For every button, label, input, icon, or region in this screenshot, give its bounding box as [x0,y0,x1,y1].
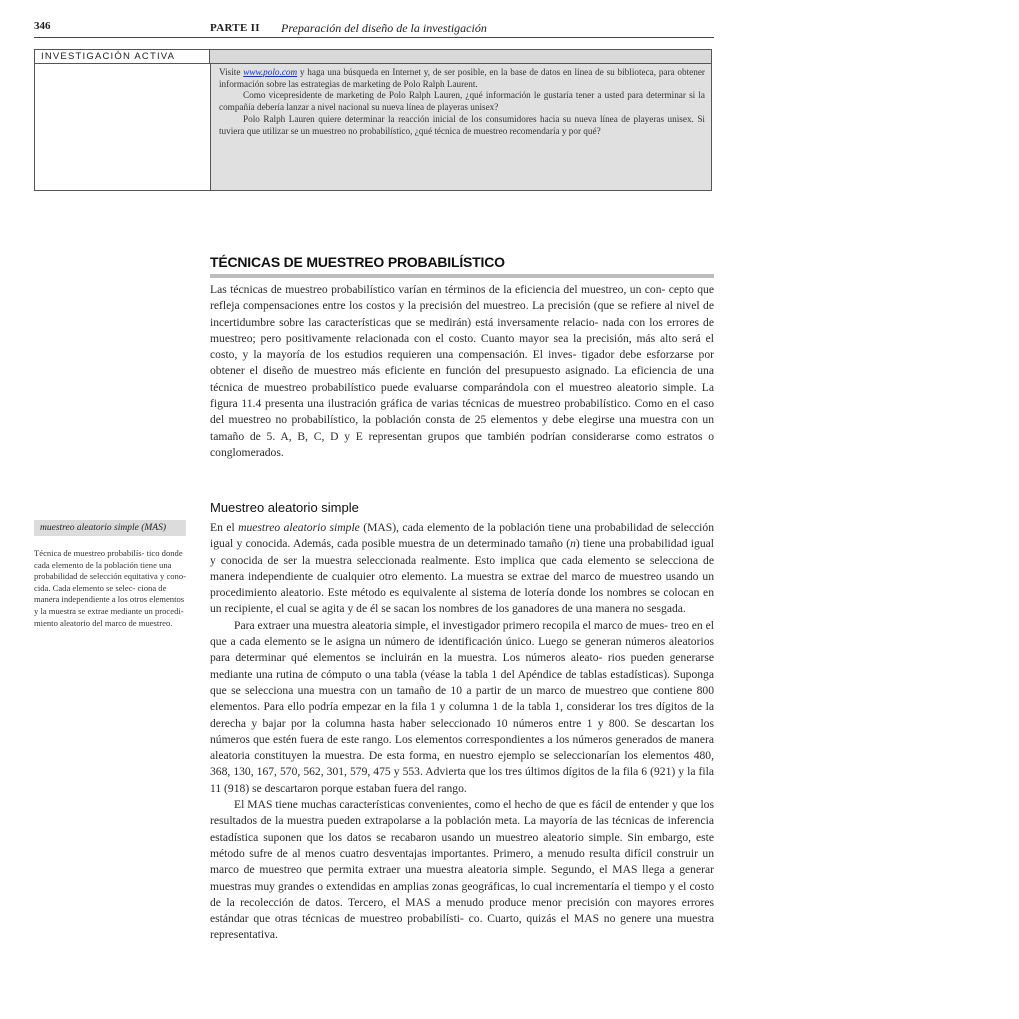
active-research-paragraph: Polo Ralph Lauren quiere determinar la reacción inicial de los consumidores hacia su nueva línea de playeras unisex. Si tuviera que utilizar se un muestreo no probabilístico, ¿qué técnica de muestreo recomendaría y por qué? [219,113,705,136]
subsection-heading: Muestreo aleatorio simple [210,500,359,515]
active-research-text: Visite [219,67,244,77]
glossary-definition: Técnica de muestreo probabilís- tico donde cada elemento de la población tiene una probabilidad de selección equitativa y cono- cida. Cada elemento se selec- ciona de manera independiente a los otros elementos y la muestra se extrae mediante un procedi- miento aleatorio del marco de muestreo. [34,548,187,628]
active-research-paragraph: Como vicepresidente de marketing de Polo Ralph Lauren, ¿qué información le gustaría tener a usted para determinar si la compañía debería lanzar a nivel nacional su nueva línea de playeras unisex? [219,90,705,113]
variable-n: n [570,537,576,551]
body-text: (MAS), cada elemento de la población tiene una probabilidad de selección igual y conocida. Además, cada posible muestra de un determinado tamaño ( [210,521,714,551]
active-research-label: INVESTIGACIÓN ACTIVA [35,50,210,64]
intro-section [210,282,714,461]
section-heading: TÉCNICAS DE MUESTREO PROBABILÍSTICO [210,254,505,270]
body-paragraph [210,520,714,618]
active-research-text: y haga una búsqueda en Internet y, de ser posible, en la base de datos en línea de su biblioteca, para obtener información sobre las estrategias de marketing de Polo Ralph Laurent. [219,67,705,89]
intro-paragraph: Las técnicas de muestreo probabilístico varían en términos de la eficiencia del muestreo, un con- cepto que refleja compensaciones entre los costos y la precisión del muestreo. La precisión (que se refiere al nivel de incertidumbre sobre las características que se medirán) está inversamente relacio- nada con los errores de muestreo; pero positivamente relacionada con el costo. Cuanto mayor sea la precisión, más alto será el costo, y la mayoría de los estudios requieren una compensación. El inves- tigador debe esforzarse por obtener el diseño de muestreo más eficiente en función del presupuesto asignado. La eficiencia de una técnica de muestreo probabilístico puede evaluarse comparándola con el muestreo aleatorio simple. La figura 11.4 presenta una ilustración gráfica de varias técnicas de muestreo probabilístico. Como en el caso del muestreo no probabilístico, la población consta de 25 elementos y debe elegirse una muestra con un tamaño de 5. A, B, C, D y E representan grupos que también podrían considerarse como estratos o conglomerados. [210,283,714,459]
active-research-content [210,64,711,190]
page-number: 346 [34,20,51,32]
active-research-paragraph [219,67,705,90]
active-research-header-bar [210,50,711,64]
part-label: PARTE II [210,22,260,34]
chapter-title: Preparación del diseño de la investigación [281,21,487,35]
simple-random-sampling-section [210,520,714,1019]
body-text: ) tiene una probabilidad igual y conocida de ser la muestra seleccionada realmente. Esto implica que cada elemento se selecciona de manera independiente de cualquier otro elemento. La muestra se extrae del marco de muestreo usando un procedimiento aleatorio. Este método es equivalente al sistema de lotería donde los nombres se colocan en un recipiente, el cual se agita y de él se sacan los nombres de los ganadores de una manera no sesgada. [210,537,714,616]
active-research-box [34,49,712,191]
body-paragraph: El MAS tiene muchas características convenientes, como el hecho de que es fácil de entender y que los resultados de la muestra pueden extrapolarse a la población meta. La mayoría de las técnicas de inferencia estadística suponen que los datos se recabaron usando un muestreo aleatorio simple. Sin embargo, este método sufre de al menos cuatro desventajas importantes. Primero, a menudo resulta difícil construir un marco de muestreo que permita extraer una muestra aleatoria simple. Segundo, el MAS llega a generar muestras muy grandes o extendidas en amplias zonas geográficas, lo cual incrementaría el tiempo y el costo de la recolección de datos. Tercero, el MAS a menudo produce menor precisión con mayores errores estándar que otras técnicas de muestreo probabilísti- co. Cuarto, quizás el MAS no genere una muestra representativa. [210,798,714,942]
key-term: muestreo aleatorio simple [238,521,360,534]
glossary-term: muestreo aleatorio simple (MAS) [34,520,186,536]
body-text: En el [210,521,239,534]
section-rule [210,274,714,278]
header-rule [34,37,714,38]
body-paragraph: Para extraer una muestra aleatoria simple, el investigador primero recopila el marco de mues- treo en el que a cada elemento se le asigna un número de identificación único. Luego se generan números aleatorios para determinar qué elementos se incluirán en la muestra. Los números aleato- rios pueden generarse mediante una rutina de cómputo o una tabla (véase la tabla 1 del Apéndice de tablas estadísticas). Suponga que se selecciona una muestra con un tamaño de 10 a partir de un marco de muestreo que contiene 800 elementos. Para ello podría empezar en la fila 1 y columna 1 de la tabla 1, considerar los tres dígitos de la derecha y bajar por la columna hasta haber seleccionado 10 números entre 1 y 800. Se descartan los números que estén fuera de este rango. Los elementos correspondientes a los números generados de manera aleatoria constituyen la muestra. De esta forma, en nuestro ejemplo se seleccionarían los elementos 480, 368, 130, 167, 570, 562, 301, 579, 475 y 553. Advierta que los tres últimos dígitos de la fila 6 (921) y la fila 11 (918) se descartaron porque estaban fuera del rango. [210,618,714,795]
polo-website-link[interactable]: www.polo.com [243,67,298,77]
